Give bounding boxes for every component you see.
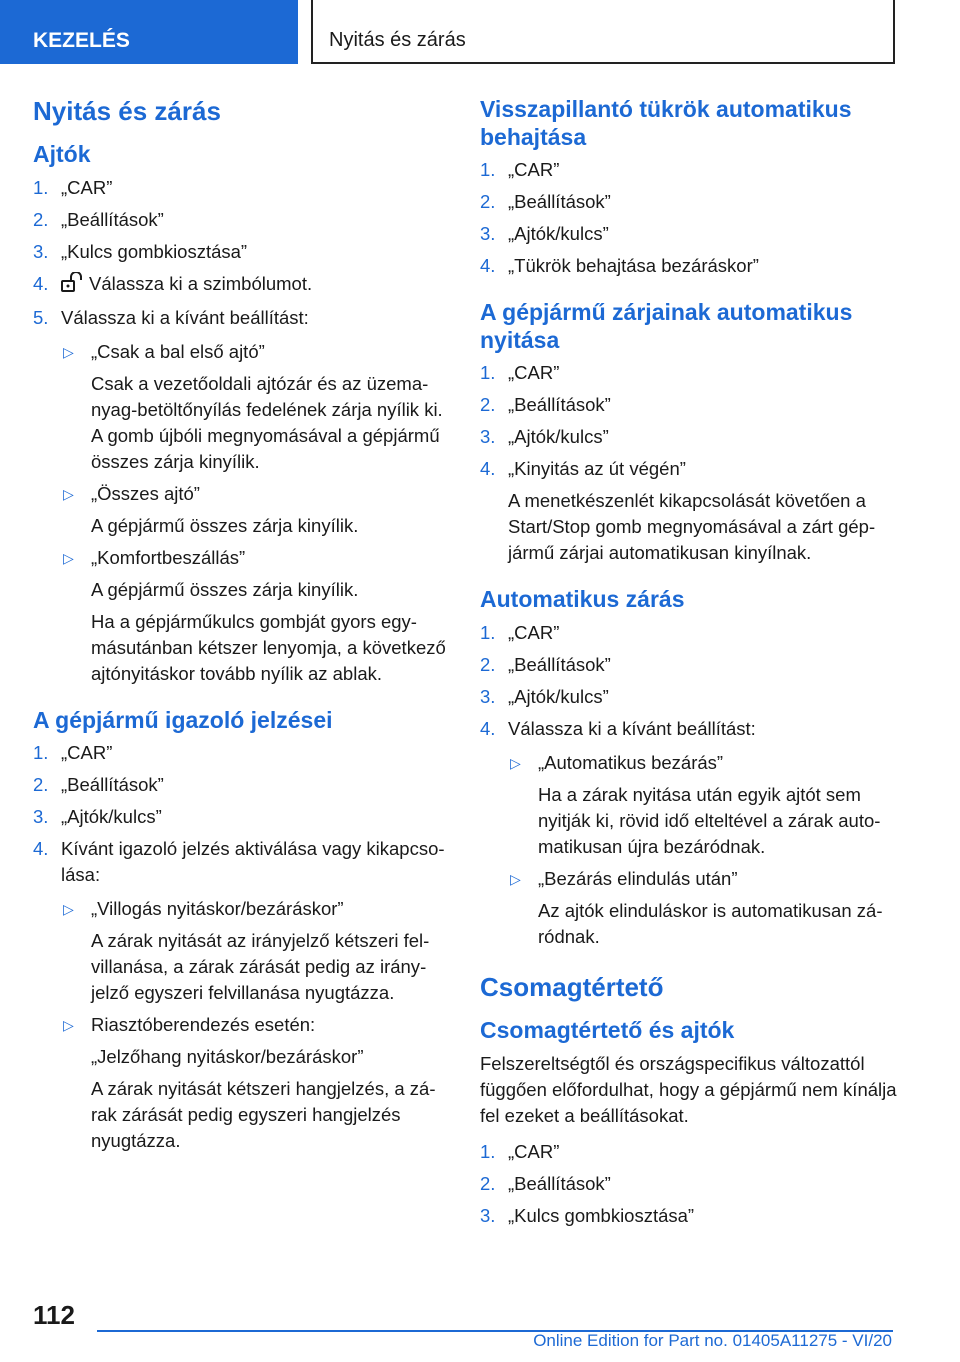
- left-column: [33, 96, 448, 1160]
- list-item: 4. „Kinyitás az út végén” A menetkészenlét kikapcsolását követően a Start/Stop gomb megnyomásával a zárt gépjármű zárjai automatikusan kinyílnak.: [480, 458, 876, 564]
- list-item: 4. Válassza ki a kívánt beállítást: ▷ „Automatikus bezárás” Ha a zárak nyitása után egyik ajtót sem nyitják ki, rövid idő elteltével a zárak automatikusan újra bezáródnak. ▷ „Bezárás elindulás után” Az ajtók elinduláskor is automatikusan záródnak.: [480, 716, 900, 950]
- triangle-bullet-icon: ▷: [63, 1017, 74, 1034]
- list-item: 3. „Ajtók/kulcs”: [480, 685, 609, 707]
- option-item: ▷ Riasztóberendezés esetén: „Jelzőhang nyitáskor/bezáráskor” A zárak nyitását kétszeri hangjelzés, a zárak zárását pedig egyszeri hangjelzés nyugtázza.: [63, 1014, 436, 1152]
- list-item: 3. „Ajtók/kulcs”: [480, 223, 609, 245]
- list-item: 1. „CAR”: [33, 742, 113, 764]
- list-item: 4. Kívánt igazoló jelzés aktiválása vagy kikapcsolása: ▷ „Villogás nyitáskor/bezáráskor” A zárak nyitását az irányjelző kétszeri felvillanása, a zárak zárását pedig az irányjelző egyszeri felvillanása nyugtázza. ▷ Riasztóberendezés esetén: „Jelzőhang nyitáskor/bezáráskor” A zárak nyitását kétszeri hangjelzés, a zárak zárását pedig egyszeri hangjelzés nyugtázza.: [33, 836, 448, 1154]
- list-item: 3. „Ajtók/kulcs”: [33, 806, 162, 828]
- confirm-options: [61, 896, 448, 1154]
- list-item: 1. „CAR”: [480, 1140, 560, 1162]
- list-item: 2. „Beállítások”: [33, 774, 164, 796]
- autolock-heading: Automatikus zárás: [480, 586, 685, 613]
- doors-steps: [33, 175, 448, 687]
- triangle-bullet-icon: ▷: [63, 549, 74, 566]
- mirrors-steps: [480, 157, 900, 279]
- option-item: ▷ „Villogás nyitáskor/bezáráskor” A zárak nyitását az irányjelző kétszeri felvillanása, a zárak zárását pedig az irányjelző egyszeri felvillanása nyugtázza.: [63, 898, 430, 1004]
- list-item: 1. „CAR”: [480, 621, 560, 643]
- doors-heading: Ajtók: [33, 141, 91, 168]
- option-item: ▷ „Összes ajtó” A gépjármű összes zárja kinyílik.: [63, 482, 359, 536]
- list-item: 2. „Beállítások”: [480, 1172, 611, 1194]
- right-column: [480, 96, 900, 1235]
- confirm-heading: A gépjármű igazoló jelzései: [33, 706, 333, 733]
- option-item: ▷ „Csak a bal első ajtó” Csak a vezetőoldali ajtózár és az üzemanyag-betöltőnyílás fedelének zárja nyílik ki. A gomb újbóli megnyomásával a gépjármű összes zárja kinyílik.: [63, 340, 443, 472]
- option-item: ▷ „Komfortbeszállás” A gépjármű összes zárja kinyílik. Ha a gépjárműkulcs gombját gyors egymásutánban kétszer lenyomja, a következő ajtónyitáskor tovább nyílik az ablak.: [63, 546, 446, 684]
- list-item: 4. Válassza ki a szimbólumot.: [33, 271, 448, 299]
- header-section-tab: KEZELÉS: [0, 0, 298, 64]
- trunk-intro: Felszereltségtől és országspecifikus változattól függően előfordulhat, hogy a gépjármű nem kínálja fel ezeket a beállításokat.: [480, 1052, 897, 1126]
- triangle-bullet-icon: ▷: [63, 343, 74, 360]
- list-item: 1. „CAR”: [480, 159, 560, 181]
- trunk-title: Csomagtértető: [480, 971, 664, 1002]
- list-item: 3. „Kulcs gombkiosztása”: [480, 1204, 695, 1226]
- list-item: 2. „Beállítások”: [480, 394, 611, 416]
- list-item: 3. „Kulcs gombkiosztása”: [33, 240, 248, 262]
- triangle-bullet-icon: ▷: [510, 754, 521, 771]
- autounlock-heading: A gépjármű zárjainak automatikus nyitása: [480, 299, 853, 353]
- list-item: 3. „Ajtók/kulcs”: [480, 426, 609, 448]
- autolock-steps: [480, 620, 900, 950]
- list-item: 1. „CAR”: [480, 362, 560, 384]
- list-item: 4. „Tükrök behajtása bezáráskor”: [480, 255, 759, 277]
- footer-edition: Online Edition for Part no. 01405A11275 - VI/20: [533, 1331, 892, 1350]
- autounlock-steps: [480, 360, 900, 566]
- triangle-bullet-icon: ▷: [63, 485, 74, 502]
- list-item: 1. „CAR”: [33, 176, 113, 198]
- list-item: 2. „Beállítások”: [480, 653, 611, 675]
- option-item: ▷ „Automatikus bezárás” Ha a zárak nyitása után egyik ajtót sem nyitják ki, rövid idő elteltével a zárak automatikusan újra bezáródnak.: [510, 751, 881, 857]
- doors-options: [61, 339, 448, 687]
- triangle-bullet-icon: ▷: [510, 870, 521, 887]
- list-item: 2. „Beállítások”: [480, 191, 611, 213]
- unlock-icon: [61, 272, 83, 299]
- confirm-steps: [33, 740, 448, 1154]
- page-title: Nyitás és zárás: [33, 96, 221, 126]
- mirrors-heading: Visszapillantó tükrök automatikus behajtása: [480, 96, 852, 150]
- triangle-bullet-icon: ▷: [63, 901, 74, 918]
- list-item: 2. „Beállítások”: [33, 208, 164, 230]
- header-title: Nyitás és zárás: [311, 0, 895, 64]
- list-item: 5. Válassza ki a kívánt beállítást: ▷ „Csak a bal első ajtó” Csak a vezetőoldali ajtózár és az üzemanyag-betöltőnyílás fedelének zárja nyílik ki. A gomb újbóli megnyomásával a gépjármű összes zárja kinyílik. ▷ „Összes ajtó” A gépjármű összes zárja kinyílik. ▷ „Komfortbeszállás” A gépjármű összes zárja kinyílik. Ha a gépjárműkulcs gombját gyors egymásutánban kétszer lenyomja, a következő ajtónyitáskor tovább nyílik az ablak.: [33, 305, 448, 687]
- trunk-steps: [480, 1139, 900, 1229]
- autolock-options: [508, 750, 900, 950]
- page-number: 112: [33, 1300, 75, 1330]
- option-item: ▷ „Bezárás elindulás után” Az ajtók elinduláskor is automatikusan záródnak.: [510, 867, 883, 947]
- trunk-heading: Csomagtértető és ajtók: [480, 1017, 735, 1044]
